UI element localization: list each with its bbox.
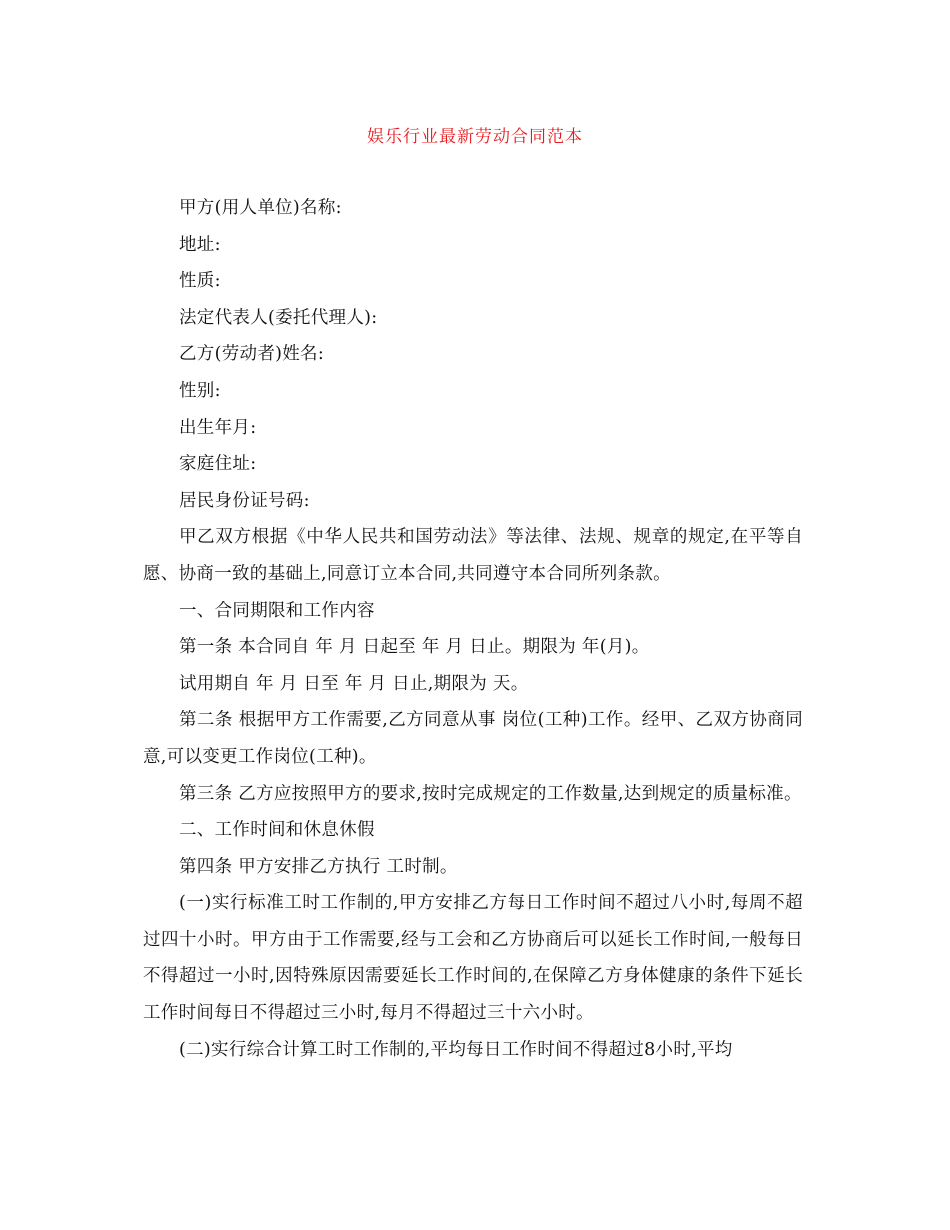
field-birth-date: 出生年月: [179, 417, 257, 438]
document-body [143, 190, 803, 1068]
article-1: 第一条 本合同自 年 月 日起至 年 月 日止。期限为 年(月)。 [179, 637, 650, 658]
article-2: 第二条 根据甲方工作需要,乙方同意从事 岗位(工种)工作。经甲、乙双方协商同意,可以变更工作岗位(工种)。 [143, 710, 803, 767]
field-party-a-name: 甲方(用人单位)名称: [179, 198, 342, 218]
field-legal-representative: 法定代表人(委托代理人): [179, 307, 378, 328]
article-4: 第四条 甲方安排乙方执行 工时制。 [179, 856, 458, 877]
article-3: 第三条 乙方应按照甲方的要求,按时完成规定的工作数量,达到规定的质量标准。 [179, 783, 802, 804]
article-4-clause-1: (一)实行标准工时工作制的,甲方安排乙方每日工作时间不超过八小时,每周不超过四十小时。甲方由于工作需要,经与工会和乙方协商后可以延长工作时间,一般每日不得超过一小时,因特殊原因需要延长工作时间的,在保障乙方身体健康的条件下延长工作时间每日不得超过三小时,每月不得超过三十六小时。 [143, 893, 803, 1024]
field-nature: 性质: [179, 271, 221, 292]
field-gender: 性别: [179, 380, 221, 401]
preamble-paragraph: 甲乙双方根据《中华人民共和国劳动法》等法律、法规、规章的规定,在平等自愿、协商一致的基础上,同意订立本合同,共同遵守本合同所列条款。 [143, 527, 803, 584]
field-home-address: 家庭住址: [179, 454, 257, 475]
field-id-number: 居民身份证号码: [179, 490, 310, 511]
field-address: 地址: [179, 234, 221, 255]
section-heading-term-and-work: 一、合同期限和工作内容 [179, 600, 375, 621]
article-4-clause-2: (二)实行综合计算工时工作制的,平均每日工作时间不得超过8小时,平均 [179, 1039, 733, 1060]
probation-period: 试用期自 年 月 日至 年 月 日止,期限为 天。 [179, 673, 529, 694]
document-title: 娱乐行业最新劳动合同范本 [367, 127, 583, 147]
field-party-b-name: 乙方(劳动者)姓名: [179, 344, 325, 365]
section-heading-working-hours: 二、工作时间和休息休假 [179, 820, 375, 841]
